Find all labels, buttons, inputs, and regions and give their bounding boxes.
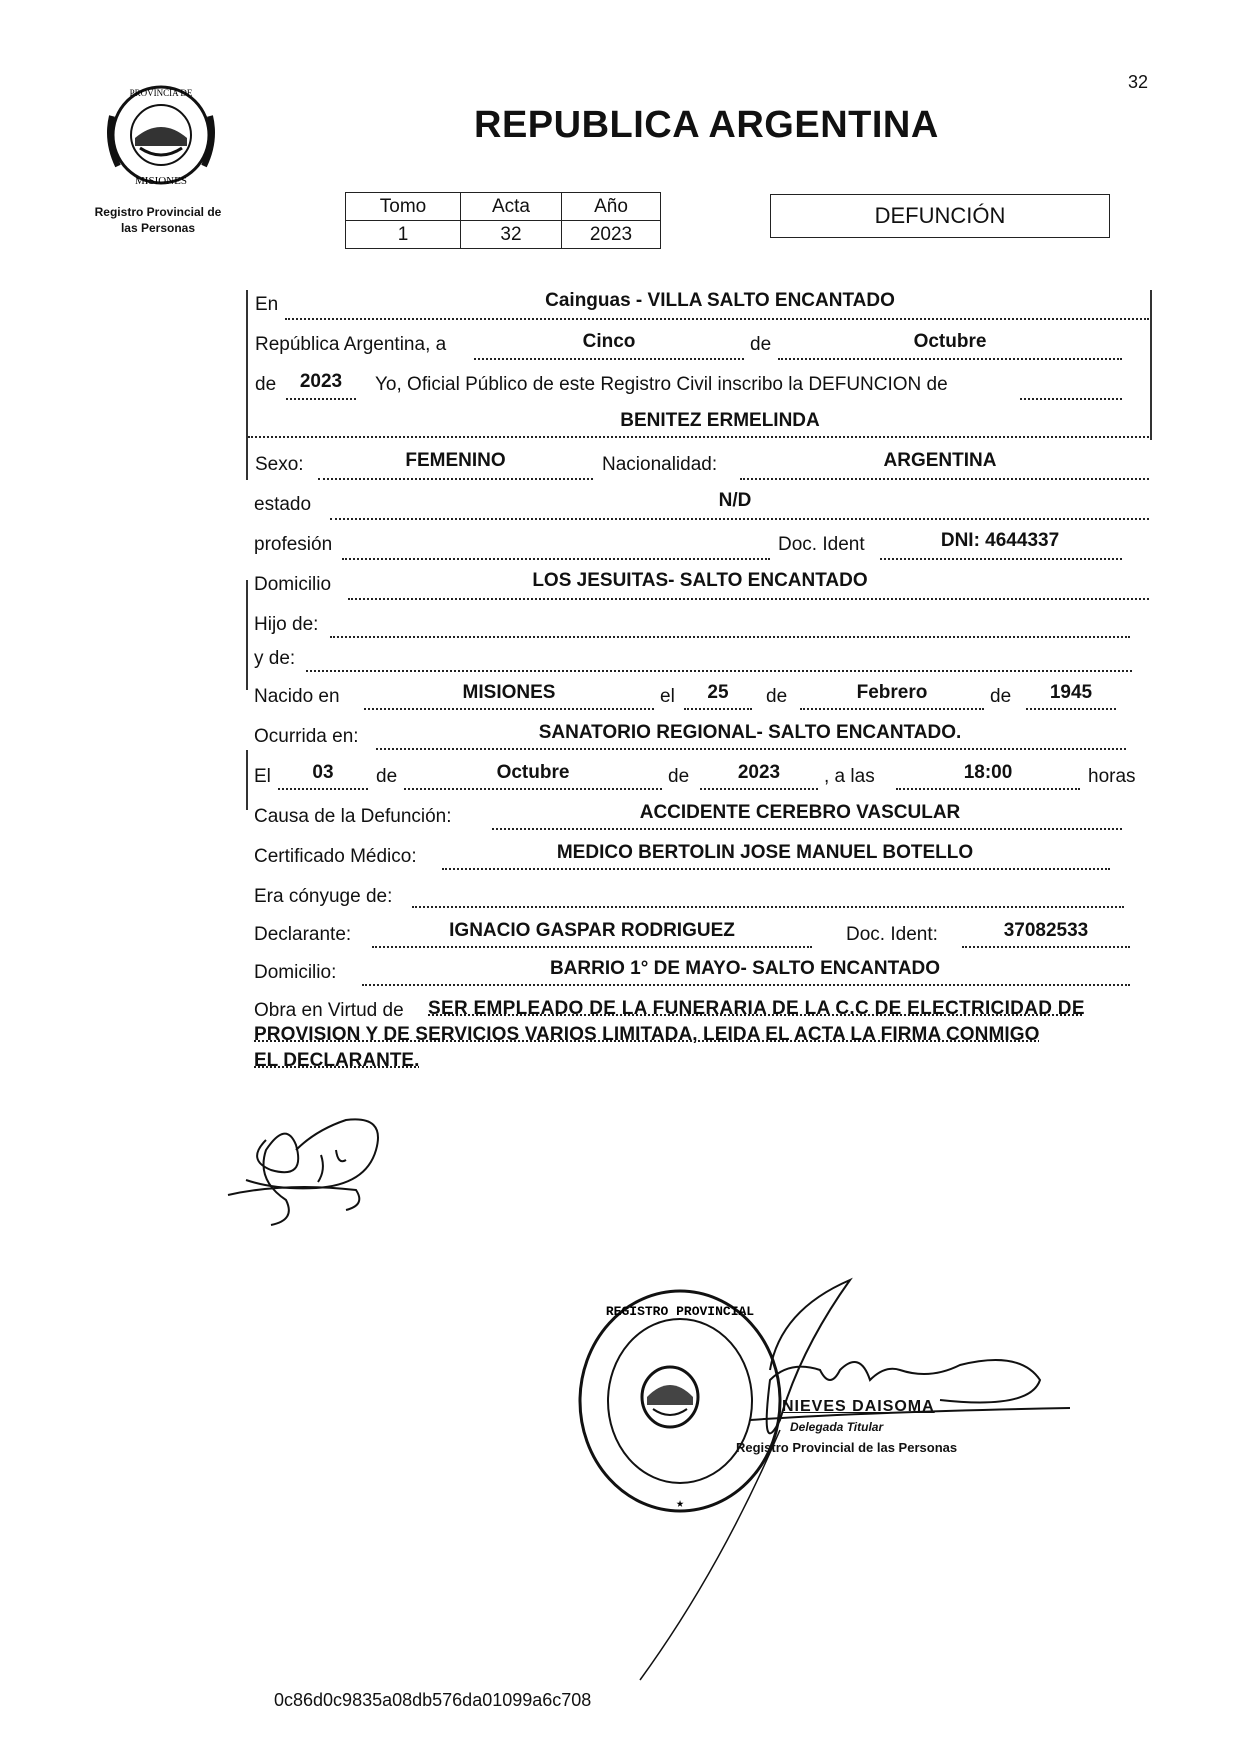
margin-line	[246, 290, 248, 480]
de-label-2: de	[255, 374, 277, 395]
month-value: Octubre	[913, 331, 987, 352]
margin-line	[246, 750, 248, 810]
anio-header: Año	[562, 193, 661, 221]
decl-doc-label: Doc. Ident:	[846, 924, 938, 945]
document-hash: 0c86d0c9835a08db576da01099a6c708	[274, 1690, 592, 1710]
estado-value: N/D	[718, 490, 752, 511]
domicilio-label: Domicilio	[254, 574, 332, 595]
el-label-2: El	[254, 766, 271, 787]
de-label-3: de	[766, 686, 788, 707]
dotted-line	[342, 558, 770, 560]
margin-line	[246, 580, 248, 690]
page-number: 32	[1128, 72, 1149, 92]
nacido-mes: Febrero	[856, 682, 928, 703]
year-value: 2023	[299, 371, 343, 392]
nacionalidad-value: ARGENTINA	[883, 450, 997, 471]
nacionalidad-label: Nacionalidad:	[602, 454, 718, 475]
dotted-line	[318, 478, 593, 480]
hijo-label: Hijo de:	[254, 614, 319, 635]
dotted-line	[364, 708, 654, 710]
page-title: REPUBLICA ARGENTINA	[474, 104, 939, 146]
day-value: Cinco	[582, 331, 636, 352]
deceased-name: BENITEZ ERMELINDA	[620, 410, 820, 431]
registry-name: Registro Provincial de	[94, 205, 222, 219]
dotted-line	[442, 868, 1110, 870]
dotted-line	[278, 788, 368, 790]
domicilio-value: LOS JESUITAS- SALTO ENCANTADO	[532, 570, 868, 591]
yde-label: y de:	[254, 648, 296, 669]
anio-value: 2023	[562, 221, 661, 249]
horas-label: horas	[1088, 766, 1136, 787]
dotted-line	[412, 906, 1124, 908]
dotted-line	[1026, 708, 1116, 710]
en-value: Cainguas - VILLA SALTO ENCANTADO	[545, 290, 895, 311]
dotted-line	[962, 946, 1130, 948]
obra-line-1: SER EMPLEADO DE LA FUNERARIA DE LA C.C DE ELECTRICIDAD DE	[428, 998, 1085, 1019]
dotted-line	[285, 318, 1149, 320]
certificado-label: Certificado Médico:	[254, 846, 417, 867]
official-signature-icon	[600, 1270, 1070, 1690]
acta-table	[345, 192, 661, 249]
dotted-line	[684, 708, 752, 710]
tomo-value: 1	[346, 221, 461, 249]
doc-ident-value: DNI: 4644337	[940, 530, 1060, 551]
obra-line-2: PROVISION Y DE SERVICIOS VARIOS LIMITADA, LEIDA EL ACTA LA FIRMA CONMIGO	[254, 1024, 1040, 1045]
dotted-line	[800, 708, 984, 710]
causa-value: ACCIDENTE CEREBRO VASCULAR	[639, 802, 961, 823]
republica-label: República Argentina, a	[255, 334, 447, 355]
sexo-label: Sexo:	[255, 454, 304, 475]
ocurrida-label: Ocurrida en:	[254, 726, 359, 747]
official-role: Delegada Titular	[790, 1420, 884, 1434]
dotted-line	[362, 984, 1130, 986]
dotted-line	[372, 946, 812, 948]
doc-ident-label: Doc. Ident	[778, 534, 865, 555]
dotted-line	[306, 670, 1132, 672]
obra-line-3: EL DECLARANTE.	[254, 1050, 420, 1071]
obra-label: Obra en Virtud de	[254, 1000, 404, 1021]
certificado-value: MEDICO BERTOLIN JOSE MANUEL BOTELLO	[556, 842, 974, 863]
de-label-4: de	[990, 686, 1012, 707]
defuncion-hora: 18:00	[963, 762, 1013, 783]
tomo-header: Tomo	[346, 193, 461, 221]
dotted-line	[348, 598, 1149, 600]
dotted-line	[492, 828, 1122, 830]
de-label: de	[750, 334, 772, 355]
margin-line	[1150, 290, 1152, 440]
svg-text:★: ★	[676, 1496, 684, 1511]
dotted-line	[700, 788, 818, 790]
dotted-line	[880, 558, 1122, 560]
acta-value: 32	[461, 221, 562, 249]
defuncion-dia: 03	[312, 762, 334, 783]
registry-name-2: las Personas	[120, 221, 196, 235]
dotted-line	[474, 358, 744, 360]
nacido-anio: 1945	[1049, 682, 1093, 703]
dotted-line	[740, 478, 1149, 480]
el-label: el	[660, 686, 675, 707]
oficial-text: Yo, Oficial Público de este Registro Civil inscribo la DEFUNCION de	[375, 374, 948, 395]
declarant-signature-icon	[226, 1110, 406, 1230]
decl-domicilio-value: BARRIO 1° DE MAYO- SALTO ENCANTADO	[549, 958, 941, 979]
de-label-5: de	[376, 766, 398, 787]
nacido-lugar: MISIONES	[462, 682, 556, 703]
causa-label: Causa de la Defunción:	[254, 806, 452, 827]
ocurrida-value: SANATORIO REGIONAL- SALTO ENCANTADO.	[538, 722, 962, 743]
alas-label: , a las	[824, 766, 875, 787]
dotted-line	[330, 518, 1149, 520]
dotted-line	[330, 636, 1130, 638]
dotted-line	[778, 358, 1122, 360]
decl-domicilio-label: Domicilio:	[254, 962, 337, 983]
profesion-label: profesión	[254, 534, 333, 555]
declarante-label: Declarante:	[254, 924, 352, 945]
dotted-line	[1020, 398, 1122, 400]
province-seal-icon	[102, 76, 220, 194]
nacido-dia: 25	[707, 682, 729, 703]
nacido-label: Nacido en	[254, 686, 340, 707]
defuncion-anio: 2023	[737, 762, 781, 783]
svg-text:REGISTRO PROVINCIAL: REGISTRO PROVINCIAL	[605, 1304, 755, 1319]
decl-doc-value: 37082533	[1003, 920, 1089, 941]
conyuge-label: Era cónyuge de:	[254, 886, 393, 907]
official-name: NIEVES DAISOMA	[782, 1398, 935, 1415]
acta-header: Acta	[461, 193, 562, 221]
svg-text:MISIONES: MISIONES	[135, 175, 187, 187]
sexo-value: FEMENINO	[405, 450, 506, 471]
document-type-box: DEFUNCIÓN	[770, 194, 1110, 238]
dotted-line	[896, 788, 1080, 790]
dotted-line	[404, 788, 662, 790]
estado-label: estado	[254, 494, 312, 515]
official-org: Registro Provincial de las Personas	[736, 1440, 958, 1455]
declarante-value: IGNACIO GASPAR RODRIGUEZ	[449, 920, 735, 941]
dotted-line	[248, 436, 1149, 438]
de-label-6: de	[668, 766, 690, 787]
dotted-line	[376, 748, 1126, 750]
en-label: En	[255, 294, 279, 315]
svg-text:PROVINCIA DE: PROVINCIA DE	[129, 88, 193, 98]
defuncion-mes: Octubre	[496, 762, 570, 783]
dotted-line	[286, 398, 356, 400]
